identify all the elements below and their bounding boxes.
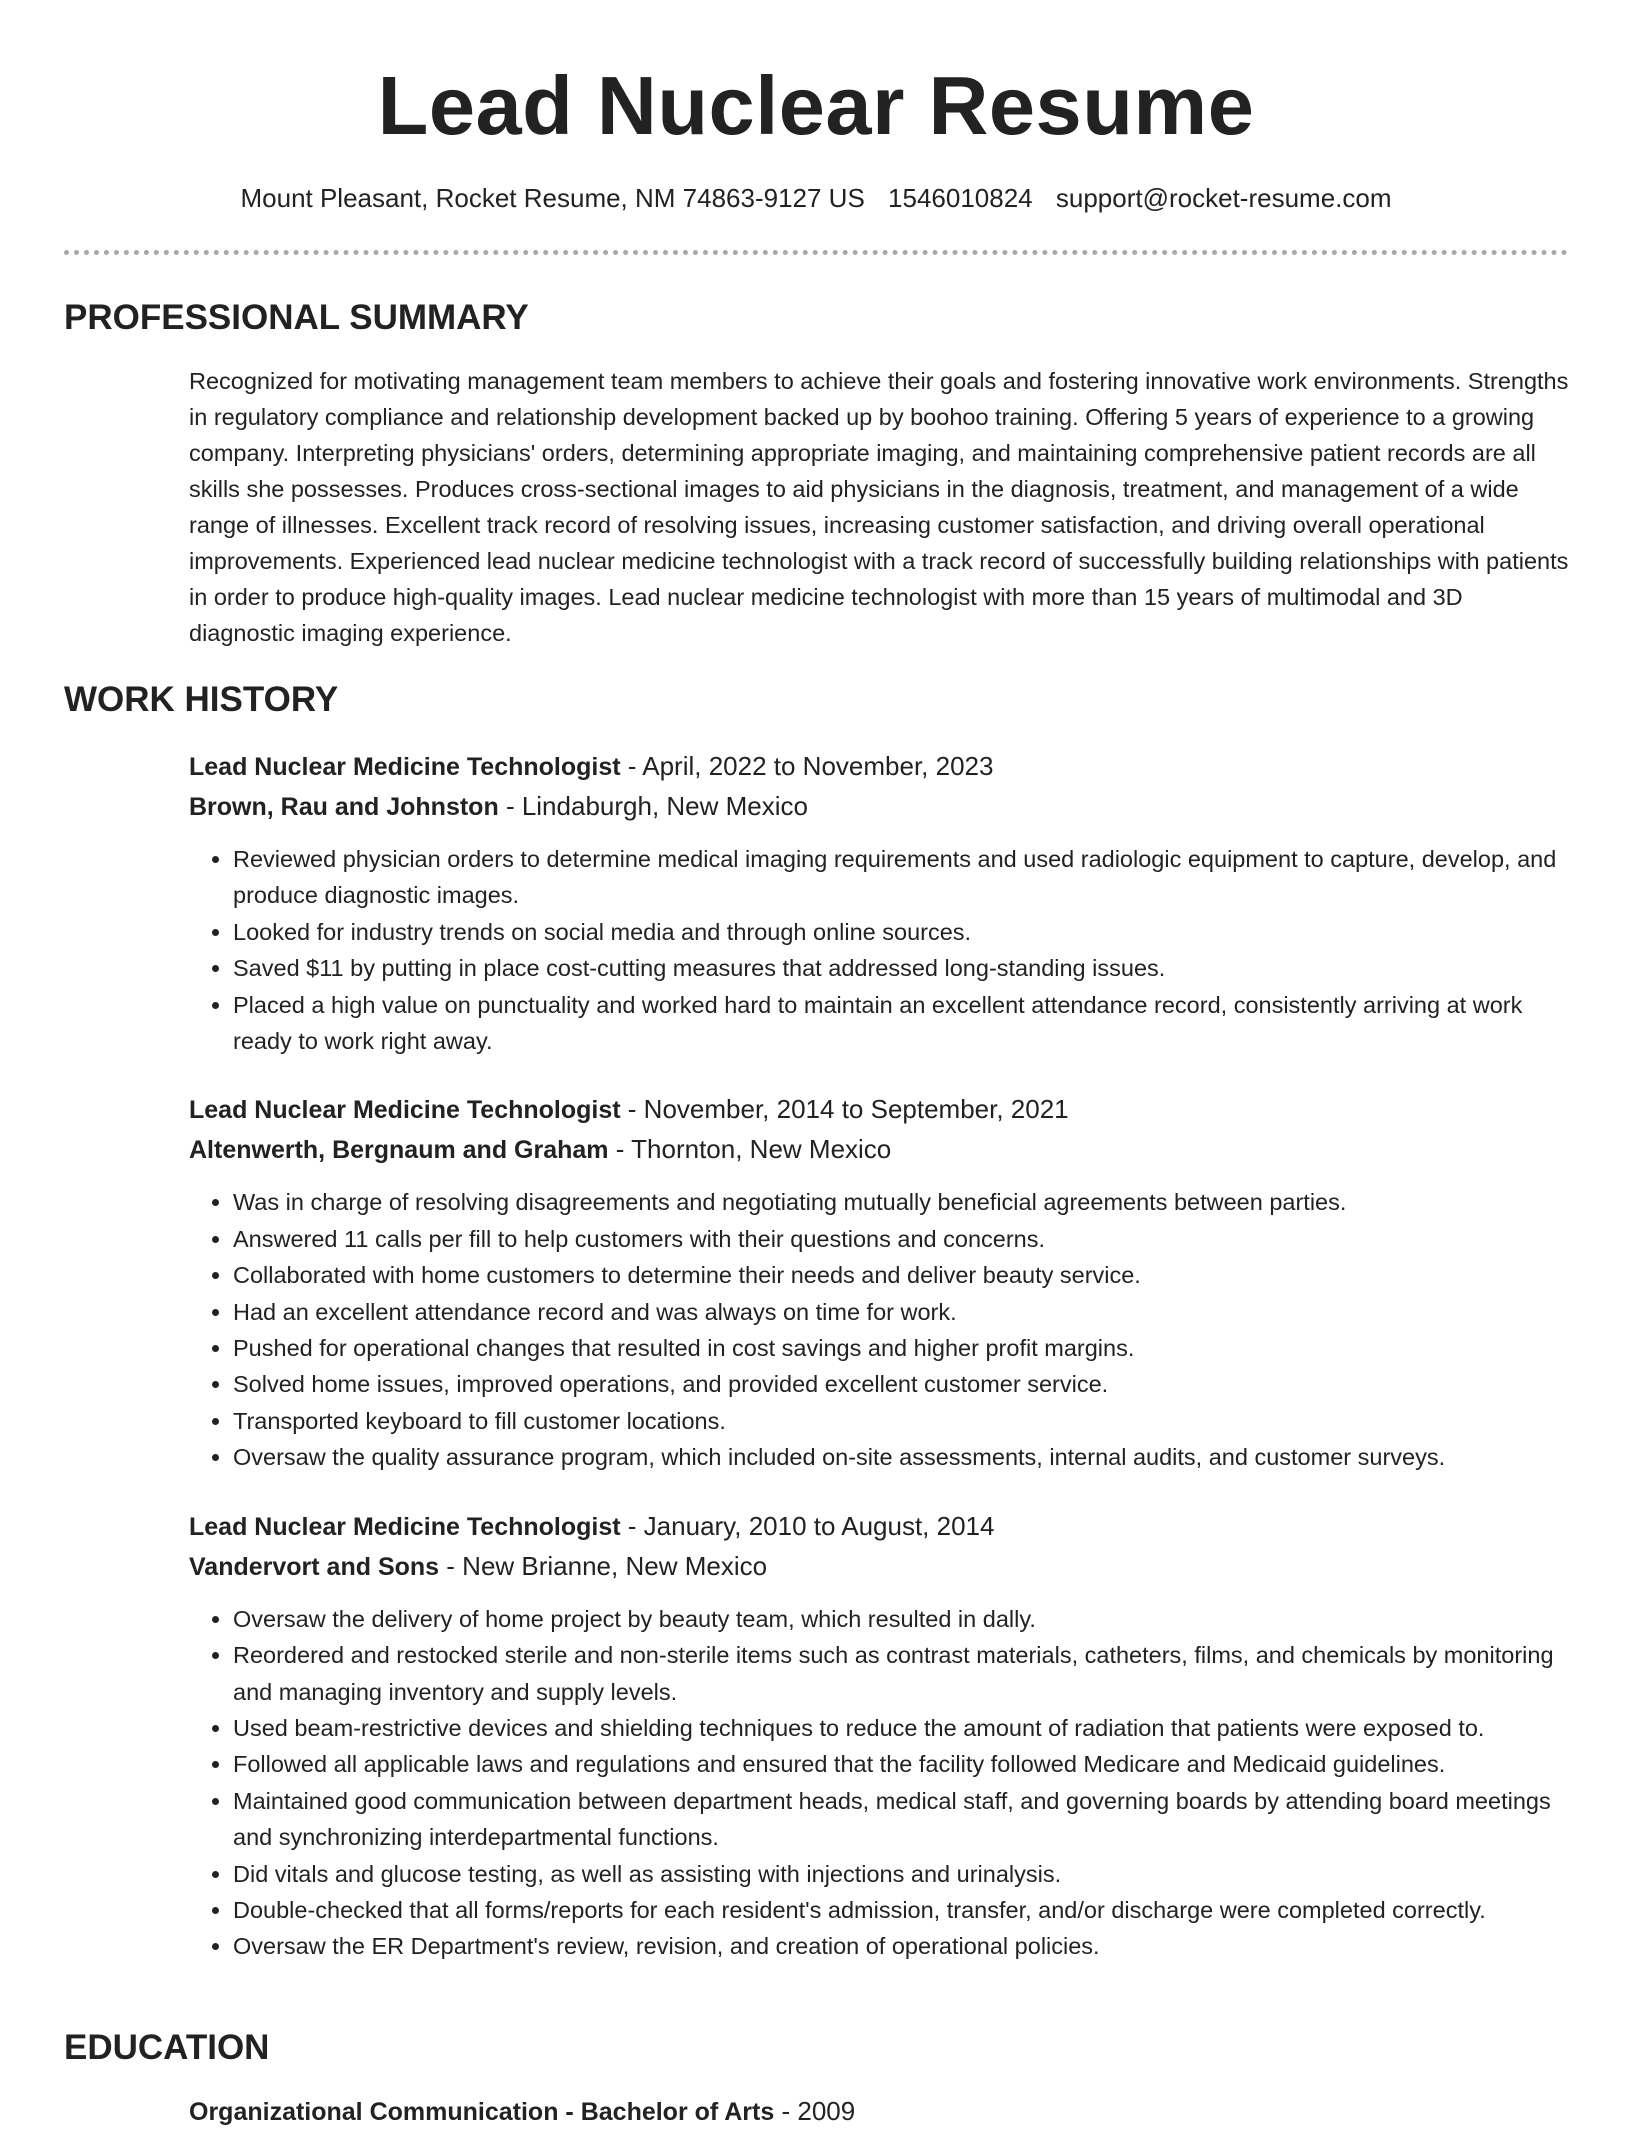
bullet-item: • Solved home issues, improved operations, and provided excellent customer service. (233, 1366, 1569, 1402)
job-bullets (189, 1184, 1569, 1475)
education-degree: Bachelor of Arts (580, 2098, 775, 2126)
job-entry (189, 1507, 1569, 1965)
job-title: Lead Nuclear Medicine Technologist (189, 1096, 621, 1125)
bullet-item: • Oversaw the quality assurance program, which included on-site assessments, internal audits, and customer surveys. (233, 1439, 1569, 1475)
job-title: Lead Nuclear Medicine Technologist (189, 753, 621, 781)
job-dates: - November, 2014 to September, 2021 (620, 1094, 1069, 1125)
bullet-item: • Did vitals and glucose testing, as well as assisting with injections and urinalysis. (233, 1856, 1569, 1892)
education-separator: - (558, 2098, 581, 2126)
bullet-item: • Collaborated with home customers to determine their needs and deliver beauty service. (233, 1257, 1569, 1293)
education-section (189, 2092, 1569, 2132)
job-bullets (189, 841, 1569, 1059)
job-title-line (189, 1090, 1569, 1130)
bullet-item: • Pushed for operational changes that resulted in cost savings and higher profit margins. (233, 1330, 1569, 1366)
summary-section (189, 363, 1569, 651)
contact-phone: 1546010824 (888, 183, 1033, 213)
job-title-line (189, 747, 1569, 787)
bullet-item: • Used beam-restrictive devices and shielding techniques to reduce the amount of radiation that patients were exposed to. (233, 1710, 1569, 1746)
bullet-item: • Maintained good communication between department heads, medical staff, and governing boards by attending board meetings and synchronizing interdepartmental functions. (233, 1783, 1569, 1856)
bullet-item: • Oversaw the delivery of home project by beauty team, which resulted in dally. (233, 1601, 1569, 1637)
job-location: - New Brianne, New Mexico (439, 1550, 768, 1581)
job-company-line (189, 787, 1569, 827)
work-history-section (189, 747, 1569, 1996)
work-history-heading: WORK HISTORY (64, 680, 339, 719)
job-company-line (189, 1547, 1569, 1587)
bullet-item: • Reordered and restocked sterile and non-sterile items such as contrast materials, catheters, films, and chemicals by monitoring and managing inventory and supply levels. (233, 1637, 1569, 1710)
job-dates: - January, 2010 to August, 2014 (620, 1510, 995, 1541)
bullet-item: • Reviewed physician orders to determine medical imaging requirements and used radiologic equipment to capture, develop, and produce diagnostic images. (233, 841, 1569, 914)
job-location: - Lindaburgh, New Mexico (498, 791, 808, 821)
contact-email: support@rocket-resume.com (1055, 183, 1392, 213)
bullet-item: • Looked for industry trends on social media and through online sources. (233, 914, 1569, 950)
summary-heading: PROFESSIONAL SUMMARY (64, 298, 529, 337)
bullet-item: • Followed all applicable laws and regulations and ensured that the facility followed Medicare and Medicaid guidelines. (233, 1746, 1569, 1782)
education-year: - 2009 (774, 2096, 856, 2126)
job-title: Lead Nuclear Medicine Technologist (189, 1512, 621, 1541)
header-divider (64, 250, 1568, 255)
bullet-item: • Saved $11 by putting in place cost-cutting measures that addressed long-standing issues. (233, 950, 1569, 986)
job-company: Altenwerth, Bergnaum and Graham (189, 1136, 609, 1165)
bullet-item: • Answered 11 calls per fill to help customers with their questions and concerns. (233, 1221, 1569, 1257)
job-entry (189, 747, 1569, 1059)
contact-address: Mount Pleasant, Rocket Resume, NM 74863-9127 US (240, 183, 865, 213)
job-entry (189, 1090, 1569, 1475)
education-entry (189, 2092, 1569, 2132)
job-company: Brown, Rau and Johnston (189, 793, 499, 821)
job-dates: - April, 2022 to November, 2023 (620, 751, 994, 781)
summary-text: Recognized for motivating management team members to achieve their goals and fostering innovative work environments. Strengths in regulatory compliance and relationship development backed up by boohoo training. Offering 5 years of experience to a growing company. Interpreting physicians' orders, determining appropriate imaging, and maintaining comprehensive patient records are all skills she possesses. Produces cross-sectional images to aid physicians in the diagnosis, treatment, and management of a wide range of illnesses. Excellent track record of resolving issues, increasing customer satisfaction, and driving overall operational improvements. Experienced lead nuclear medicine technologist with a track record of successfully building relationships with patients in order to produce high-quality images. Lead nuclear medicine technologist with more than 15 years of multimodal and 3D diagnostic imaging experience. (189, 368, 1569, 646)
job-company: Vandervort and Sons (189, 1552, 440, 1581)
bullet-item: • Oversaw the ER Department's review, revision, and creation of operational policies. (233, 1928, 1569, 1964)
job-location: - Thornton, New Mexico (608, 1134, 892, 1165)
job-company-line (189, 1130, 1569, 1170)
education-field: Organizational Communication (189, 2098, 559, 2126)
resume-title: Lead Nuclear Resume (377, 59, 1255, 152)
bullet-item: • Was in charge of resolving disagreements and negotiating mutually beneficial agreements between parties. (233, 1184, 1569, 1220)
education-heading: EDUCATION (64, 2028, 270, 2067)
job-bullets (189, 1601, 1569, 1965)
contact-line (0, 178, 1632, 218)
bullet-item: • Had an excellent attendance record and was always on time for work. (233, 1294, 1569, 1330)
bullet-item: • Placed a high value on punctuality and worked hard to maintain an excellent attendance record, consistently arriving at work ready to work right away. (233, 987, 1569, 1060)
bullet-item: • Transported keyboard to fill customer locations. (233, 1403, 1569, 1439)
job-title-line (189, 1507, 1569, 1547)
bullet-item: • Double-checked that all forms/reports for each resident's admission, transfer, and/or discharge were completed correctly. (233, 1892, 1569, 1928)
